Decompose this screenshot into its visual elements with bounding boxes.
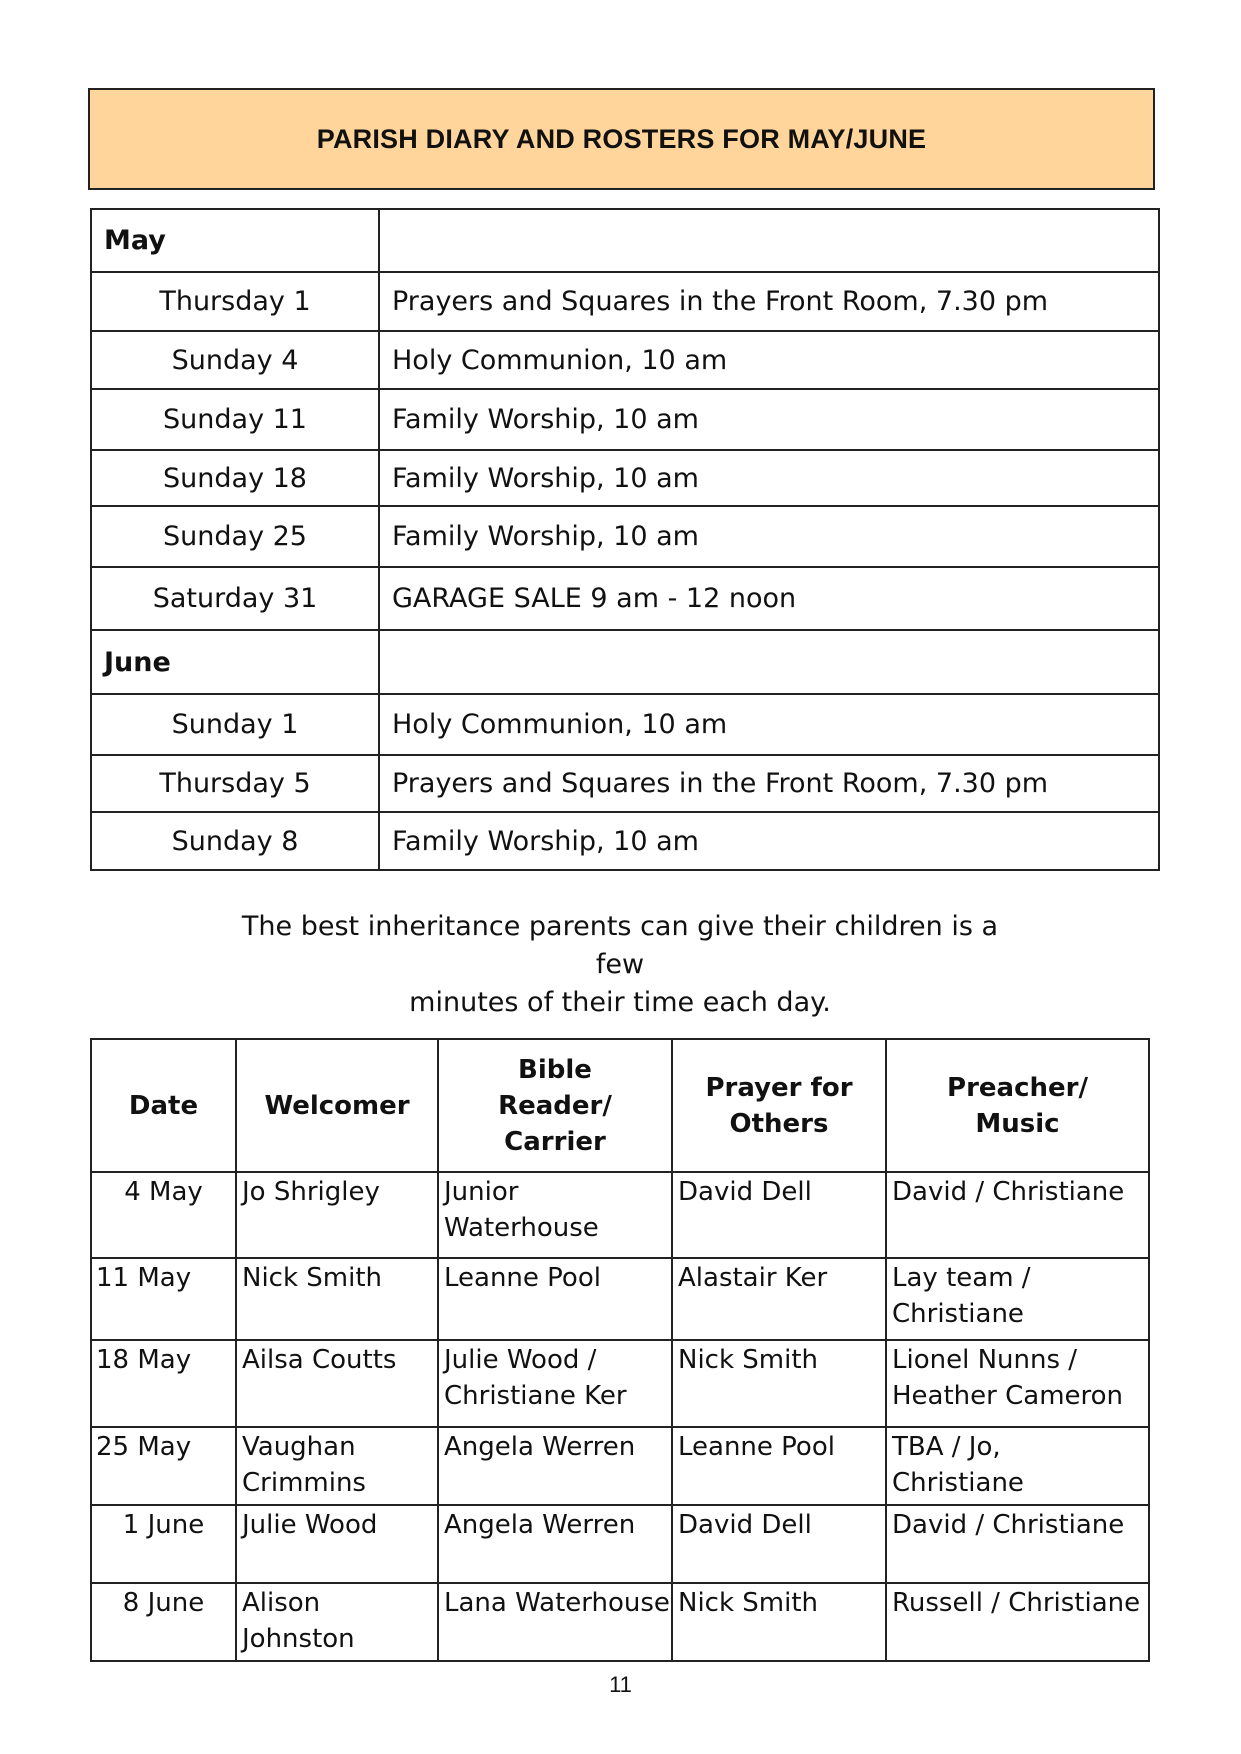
roster-date: 18 May xyxy=(91,1340,236,1427)
roster-header-row xyxy=(91,1039,1149,1172)
diary-row xyxy=(91,272,1159,331)
roster-reader xyxy=(438,1172,672,1258)
diary-table xyxy=(90,208,1160,871)
diary-row xyxy=(91,567,1159,630)
diary-event: Holy Communion, 10 am xyxy=(379,331,1159,389)
cell-line: Angela Werren xyxy=(444,1432,636,1462)
cell-line: Vaughan xyxy=(242,1432,356,1462)
roster-row xyxy=(91,1583,1149,1661)
diary-date: Sunday 8 xyxy=(91,812,379,870)
roster-table xyxy=(90,1038,1150,1662)
cell-line: Waterhouse xyxy=(444,1213,599,1243)
roster-date: 8 June xyxy=(91,1583,236,1661)
cell-line: Crimmins xyxy=(242,1468,366,1498)
header-preacher xyxy=(886,1039,1149,1172)
cell-line: Christiane xyxy=(892,1299,1024,1329)
diary-date: Sunday 11 xyxy=(91,389,379,450)
header-prayer xyxy=(672,1039,886,1172)
roster-row xyxy=(91,1505,1149,1583)
roster-preacher xyxy=(886,1172,1149,1258)
month-row-june xyxy=(91,630,1159,694)
cell-line: Christiane xyxy=(892,1468,1024,1498)
roster-welcomer xyxy=(236,1340,438,1427)
month-label: June xyxy=(91,630,379,694)
diary-row xyxy=(91,389,1159,450)
roster-row xyxy=(91,1172,1149,1258)
roster-date: 4 May xyxy=(91,1172,236,1258)
roster-preacher xyxy=(886,1505,1149,1583)
cell-line: David / Christiane xyxy=(892,1510,1125,1540)
header-date: Date xyxy=(91,1039,236,1172)
inspirational-quote xyxy=(220,908,1020,1022)
quote-line: minutes of their time each day. xyxy=(409,987,831,1018)
header-text: Prayer for xyxy=(705,1072,853,1103)
roster-prayer: David Dell xyxy=(672,1505,886,1583)
diary-event: Family Worship, 10 am xyxy=(379,389,1159,450)
cell-line: Leanne Pool xyxy=(444,1263,601,1293)
header-text: Carrier xyxy=(504,1126,606,1157)
cell-line: Lay team / xyxy=(892,1263,1031,1293)
cell-line: Ailsa Coutts xyxy=(242,1345,397,1375)
page-number: 11 xyxy=(609,1672,632,1697)
cell-line: Jo Shrigley xyxy=(242,1177,380,1207)
roster-preacher xyxy=(886,1258,1149,1340)
quote-line: The best inheritance parents can give their children is a few xyxy=(241,911,999,980)
diary-row xyxy=(91,755,1159,812)
roster-row xyxy=(91,1258,1149,1340)
diary-event: Family Worship, 10 am xyxy=(379,812,1159,870)
header-text: Music xyxy=(975,1108,1060,1139)
diary-event: GARAGE SALE 9 am - 12 noon xyxy=(379,567,1159,630)
cell-line: Alison xyxy=(242,1588,321,1618)
roster-preacher xyxy=(886,1340,1149,1427)
diary-row xyxy=(91,450,1159,506)
diary-date: Sunday 4 xyxy=(91,331,379,389)
diary-row xyxy=(91,506,1159,567)
diary-row xyxy=(91,812,1159,870)
cell-line: Christiane Ker xyxy=(444,1381,627,1411)
roster-prayer: Nick Smith xyxy=(672,1583,886,1661)
cell-line: Angela Werren xyxy=(444,1510,636,1540)
roster-reader xyxy=(438,1427,672,1505)
diary-event: Family Worship, 10 am xyxy=(379,450,1159,506)
roster-reader xyxy=(438,1505,672,1583)
header-text: Preacher/ xyxy=(947,1072,1088,1103)
roster-prayer: Leanne Pool xyxy=(672,1427,886,1505)
roster-preacher xyxy=(886,1583,1149,1661)
diary-event: Holy Communion, 10 am xyxy=(379,694,1159,755)
roster-prayer: David Dell xyxy=(672,1172,886,1258)
roster-reader xyxy=(438,1258,672,1340)
roster-welcomer xyxy=(236,1258,438,1340)
cell-line: Lana Waterhouse xyxy=(444,1588,670,1618)
diary-event: Prayers and Squares in the Front Room, 7.30 pm xyxy=(379,755,1159,812)
month-row-may xyxy=(91,209,1159,272)
month-label: May xyxy=(91,209,379,272)
page-title: PARISH DIARY AND ROSTERS FOR MAY/JUNE xyxy=(316,123,927,154)
cell-line: Julie Wood xyxy=(242,1510,378,1540)
roster-welcomer xyxy=(236,1172,438,1258)
header-text: Others xyxy=(729,1108,829,1139)
cell-line: Lionel Nunns / xyxy=(892,1345,1078,1375)
diary-date: Sunday 1 xyxy=(91,694,379,755)
cell-line: David / Christiane xyxy=(892,1177,1125,1207)
cell-line: Russell / Christiane xyxy=(892,1588,1141,1618)
roster-welcomer xyxy=(236,1427,438,1505)
roster-prayer: Nick Smith xyxy=(672,1340,886,1427)
roster-welcomer xyxy=(236,1583,438,1661)
diary-date: Thursday 5 xyxy=(91,755,379,812)
roster-welcomer xyxy=(236,1505,438,1583)
month-event-empty xyxy=(379,630,1159,694)
cell-line: Julie Wood / xyxy=(444,1345,597,1375)
roster-reader xyxy=(438,1340,672,1427)
cell-line: TBA / Jo, xyxy=(892,1432,1001,1462)
roster-reader xyxy=(438,1583,672,1661)
roster-row xyxy=(91,1427,1149,1505)
diary-row xyxy=(91,331,1159,389)
roster-date: 11 May xyxy=(91,1258,236,1340)
header-welcomer: Welcomer xyxy=(236,1039,438,1172)
roster-row xyxy=(91,1340,1149,1427)
diary-date: Sunday 25 xyxy=(91,506,379,567)
diary-row xyxy=(91,694,1159,755)
diary-date: Thursday 1 xyxy=(91,272,379,331)
diary-event: Family Worship, 10 am xyxy=(379,506,1159,567)
cell-line: Johnston xyxy=(242,1624,355,1654)
header-text: Bible xyxy=(518,1054,592,1085)
cell-line: Nick Smith xyxy=(242,1263,383,1293)
diary-date: Sunday 18 xyxy=(91,450,379,506)
roster-date: 25 May xyxy=(91,1427,236,1505)
header-text: Reader/ xyxy=(498,1090,612,1121)
month-event-empty xyxy=(379,209,1159,272)
diary-event: Prayers and Squares in the Front Room, 7.30 pm xyxy=(379,272,1159,331)
roster-prayer: Alastair Ker xyxy=(672,1258,886,1340)
roster-date: 1 June xyxy=(91,1505,236,1583)
cell-line: Heather Cameron xyxy=(892,1381,1124,1411)
header-bible-reader xyxy=(438,1039,672,1172)
title-banner xyxy=(88,88,1155,190)
cell-line: Junior xyxy=(444,1177,519,1207)
diary-date: Saturday 31 xyxy=(91,567,379,630)
roster-preacher xyxy=(886,1427,1149,1505)
